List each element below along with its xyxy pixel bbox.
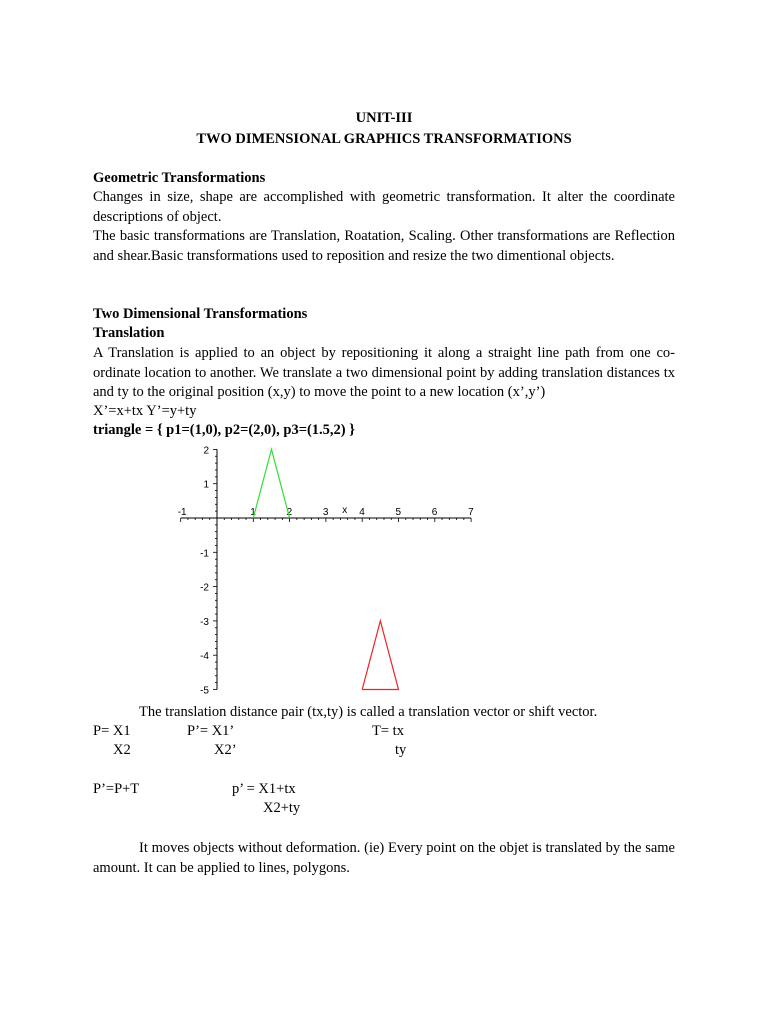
unit-heading: UNIT-III (355, 110, 413, 126)
x-tick-label: -1 (177, 507, 187, 518)
x-tick-label: 4 (359, 507, 365, 518)
y-tick-label: 2 (203, 445, 209, 457)
translated-triangle (362, 621, 398, 690)
translation-heading: Translation (93, 325, 165, 341)
x-tick-label: 7 (468, 507, 474, 518)
translation-paragraph: A Translation is applied to an object by repositioning it along a straight line path from one co-ordinate location to another. We translate a two dimensional point by adding translation distances tx and ty to the original position (x,y) to move the point to a new location (x’,y’) (93, 345, 675, 400)
p-prime-sum: P’=P+T (93, 781, 140, 797)
y-tick-label: -5 (200, 685, 209, 697)
translation-equation: X’=x+tx Y’=y+ty (93, 403, 197, 419)
original-triangle (253, 449, 289, 518)
final-paragraph: It moves objects without deformation. (ie) Every point on the objet is translated by the same amount. It can be applied to lines, polygons. (93, 840, 675, 876)
p-equation: P= X1 (93, 723, 131, 739)
x-tick-label: 5 (395, 507, 402, 518)
p-x2: X2 (113, 742, 131, 758)
p-prime-tx: p’ = X1+tx (232, 781, 296, 797)
translation-vector-line: The translation distance pair (tx,ty) is called a translation vector or shift vector. (139, 704, 598, 720)
x-tick-label: 6 (431, 507, 438, 518)
y-tick-label: -2 (200, 582, 209, 594)
translation-plot (170, 440, 490, 702)
y-tick-label: -3 (200, 616, 209, 628)
page-title: TWO DIMENSIONAL GRAPHICS TRANSFORMATIONS (196, 131, 572, 147)
p-prime-ty: X2+ty (263, 800, 301, 816)
two-dim-heading: Two Dimensional Transformations (93, 306, 308, 322)
t-equation: T= tx (372, 723, 404, 739)
x-axis-label: x (342, 505, 348, 516)
y-tick-label: -1 (200, 548, 209, 560)
geometric-paragraph-1: Changes in size, shape are accomplished with geometric transformation. It alter the coordinate descriptions of object. (93, 189, 675, 225)
y-tick-label: -4 (200, 651, 209, 663)
triangle-definition: triangle = { p1=(1,0), p2=(2,0), p3=(1.5,2) } (93, 422, 355, 438)
t-ty: ty (395, 742, 407, 758)
x-tick-label: 3 (322, 507, 329, 518)
geometric-paragraph-2: The basic transformations are Translation, Roatation, Scaling. Other transformations are Reflection and shear.Basic transformations used to reposition and resize the two dimentional objects. (93, 228, 675, 264)
x-tick-label: 1 (250, 507, 256, 518)
p-prime-equation: P’= X1’ (187, 723, 235, 739)
x-tick-label: 2 (286, 507, 293, 518)
y-tick-label: 1 (203, 479, 209, 491)
geometric-heading: Geometric Transformations (93, 170, 266, 186)
p-prime-x2: X2’ (214, 742, 237, 758)
